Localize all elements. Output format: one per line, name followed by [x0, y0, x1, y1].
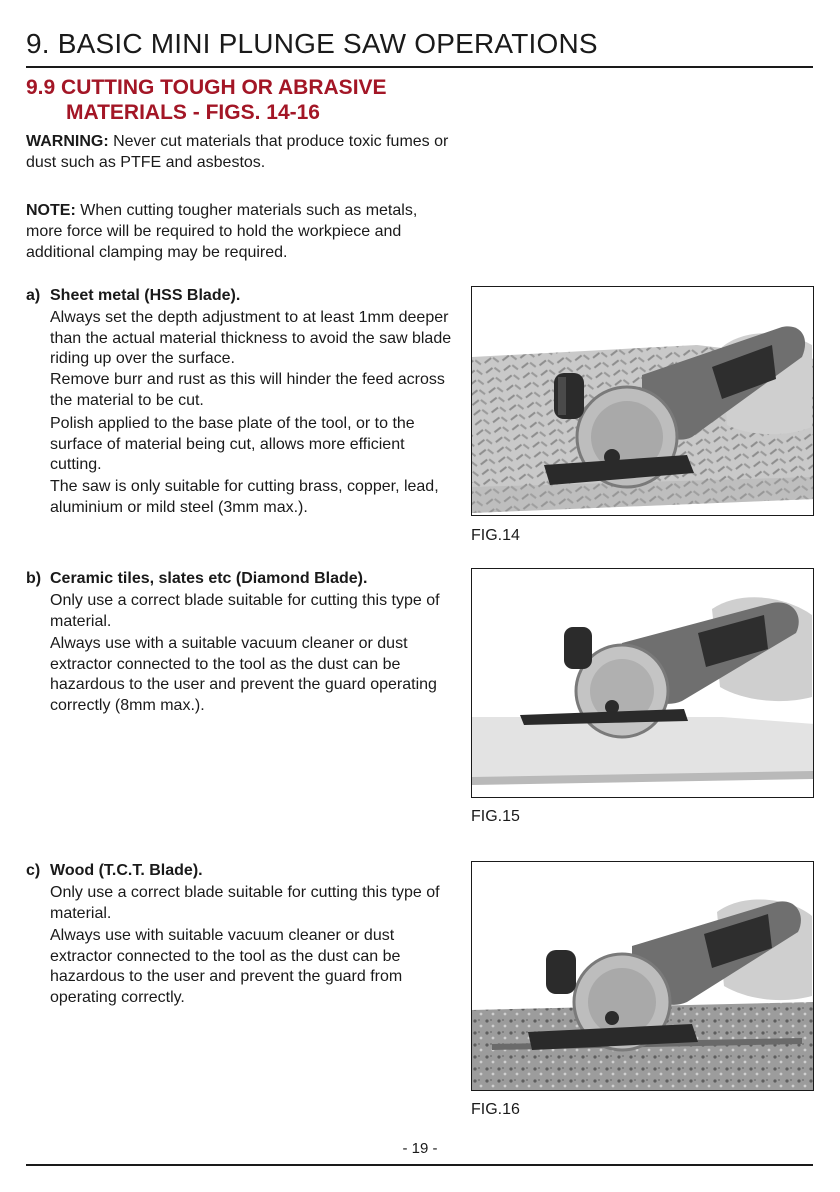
- item-b-letter: b): [26, 570, 42, 587]
- item-a-letter: a): [26, 287, 41, 304]
- footer-divider: [26, 1164, 813, 1166]
- item-b-title: Ceramic tiles, slates etc (Diamond Blade).: [50, 570, 368, 587]
- item-a-heading: [26, 287, 240, 305]
- saw-on-stone-slab-illustration: [472, 862, 814, 1091]
- note-label: NOTE:: [26, 202, 76, 219]
- item-c-letter: c): [26, 862, 41, 879]
- figure-14-caption: FIG.14: [471, 527, 520, 544]
- item-a-paragraph-3: Polish applied to the base plate of the tool, or to the surface of material being cut, allows more efficient cutting.: [50, 415, 415, 473]
- figure-16-photo: [471, 861, 814, 1091]
- item-a-paragraph-2: Remove burr and rust as this will hinder the feed across the material to be cut.: [50, 371, 445, 409]
- warning-paragraph: [26, 131, 456, 173]
- figure-15-photo: [471, 568, 814, 798]
- note-paragraph: [26, 200, 456, 263]
- chapter-title: 9. BASIC MINI PLUNGE SAW OPERATIONS: [26, 28, 598, 59]
- item-a-paragraph-1: Always set the depth adjustment to at least 1mm deeper than the actual material thickness to avoid the saw blade riding up over the surface.: [50, 309, 452, 367]
- page-number: - 19 -: [402, 1140, 438, 1157]
- item-c-paragraph-2: Always use with suitable vacuum cleaner or dust extractor connected to the tool as the dust can be hazardous to the user and prevent the guard from operating correctly.: [50, 927, 403, 1006]
- figure-14-photo: [471, 286, 814, 516]
- item-c-heading: [26, 862, 203, 880]
- saw-on-sheet-metal-illustration: [472, 287, 814, 516]
- item-b-paragraph-2: Always use with a suitable vacuum cleaner or dust extractor connected to the tool as the dust can be hazardous to the user and prevent the guard operating correctly (8mm max.).: [50, 635, 437, 714]
- saw-on-ceramic-tile-illustration: [472, 569, 814, 798]
- figure-16-caption: FIG.16: [471, 1101, 520, 1118]
- item-c-paragraph-1: Only use a correct blade suitable for cutting this type of material.: [50, 884, 440, 922]
- item-b-heading: [26, 570, 367, 588]
- note-text: When cutting tougher materials such as metals, more force will be required to hold the workpiece and additional clamping may be required.: [26, 202, 418, 261]
- warning-text: Never cut materials that produce toxic fumes or dust such as PTFE and asbestos.: [26, 133, 449, 171]
- section-title-line2: MATERIALS - FIGS. 14-16: [66, 101, 320, 124]
- warning-label: WARNING:: [26, 133, 109, 150]
- figure-15-caption: FIG.15: [471, 808, 520, 825]
- item-b-paragraph-1: Only use a correct blade suitable for cutting this type of material.: [50, 592, 440, 630]
- item-a-title: Sheet metal (HSS Blade).: [50, 287, 241, 304]
- header-divider: [26, 66, 813, 68]
- section-title-line1: 9.9 CUTTING TOUGH OR ABRASIVE: [26, 76, 387, 99]
- item-c-title: Wood (T.C.T. Blade).: [50, 862, 203, 879]
- item-a-paragraph-4: The saw is only suitable for cutting brass, copper, lead, aluminium or mild steel (3mm max.).: [50, 478, 439, 516]
